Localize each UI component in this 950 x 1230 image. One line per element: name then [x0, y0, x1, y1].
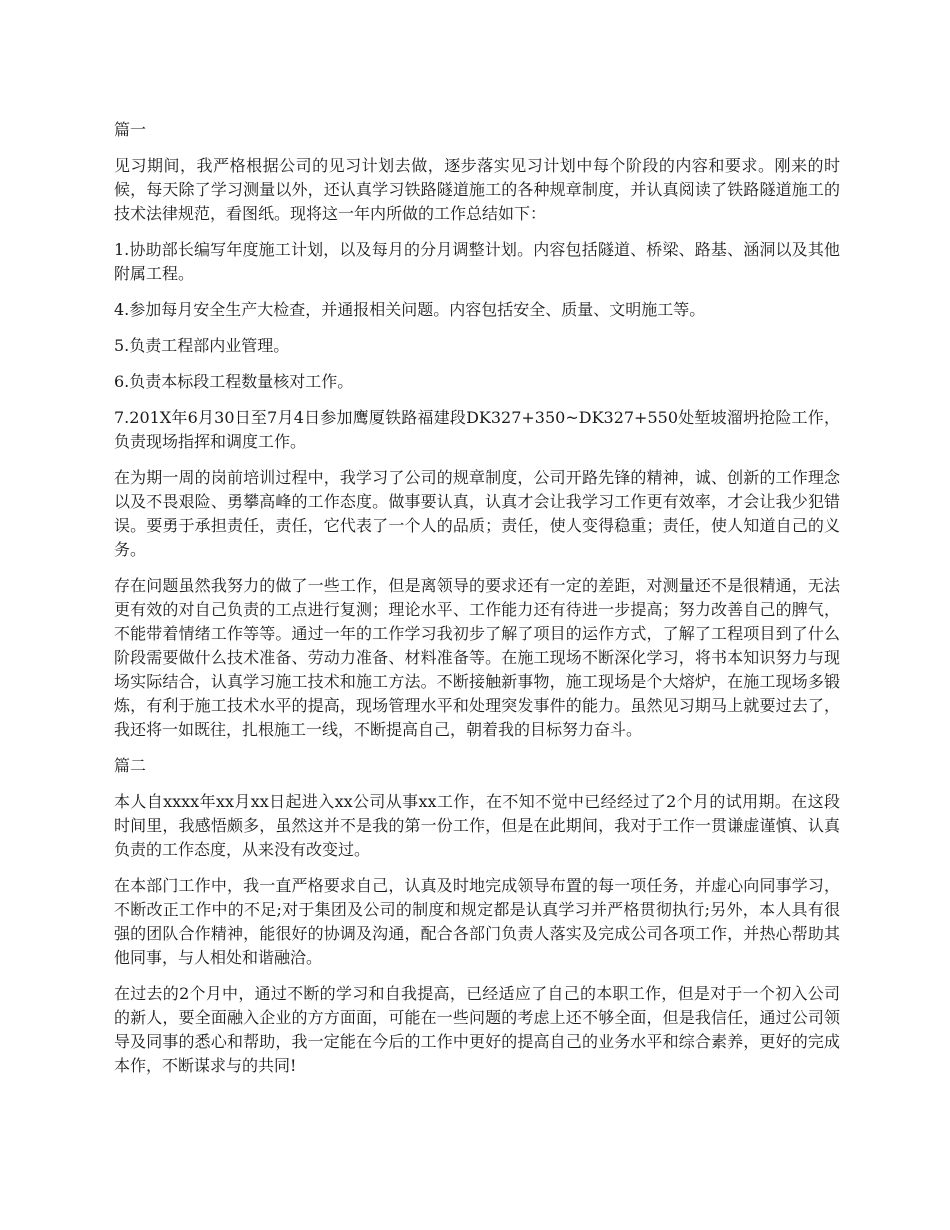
list-item-7: 7.201X年6月30日至7月4日参加鹰厦铁路福建段DK327+350~DK327+550处堑坡溜坍抢险工作，负责现场指挥和调度工作。: [114, 408, 840, 451]
probation-paragraph: 本人自xxxx年xx月xx日起进入xx公司从事xx工作，在不知不觉中已经经过了2个月的试用期。在这段时间里，我感悟颇多，虽然这并不是我的第一份工作，但是在此期间，我对于工作一贯谦虚谨慎、认真负责的工作态度，从来没有改变过。: [114, 792, 840, 859]
intro-paragraph: 见习期间，我严格根据公司的见习计划去做，逐步落实见习计划中每个阶段的内容和要求。刚来的时候，每天除了学习测量以外，还认真学习铁路隧道施工的各种规章制度，并认真阅读了铁路隧道施工的技术法律规范，看图纸。现将这一年内所做的工作总结如下：: [114, 156, 840, 223]
department-paragraph: 在本部门工作中，我一直严格要求自己，认真及时地完成领导布置的每一项任务，并虚心向同事学习，不断改正工作中的不足;对于集团及公司的制度和规定都是认真学习并严格贯彻执行;另外，本人具有很强的团队合作精神，能很好的协调及沟通，配合各部门负责人落实及完成公司各项工作，并热心帮助其他同事，与人相处和谐融洽。: [114, 876, 840, 967]
conclusion-paragraph: 在过去的2个月中，通过不断的学习和自我提高，已经适应了自己的本职工作，但是对于一个初入公司的新人，要全面融入企业的方方面面，可能在一些问题的考虑上还不够全面，但是我信任，通过公司领导及同事的悉心和帮助，我一定能在今后的工作中更好的提高自己的业务水平和综合素养，更好的完成本作，不断谋求与的共同!: [114, 984, 840, 1075]
section-heading-2: 篇二: [114, 756, 147, 775]
issues-paragraph: 存在问题虽然我努力的做了一些工作，但是离领导的要求还有一定的差距，对测量还不是很精通，无法更有效的对自己负责的工点进行复测；理论水平、工作能力还有待进一步提高；努力改善自己的脾气，不能带着情绪工作等等。通过一年的工作学习我初步了解了项目的运作方式，了解了工程项目到了什么阶段需要做什么技术准备、劳动力准备、材料准备等。在施工现场不断深化学习，将书本知识努力与现场实际结合，认真学习施工技术和施工方法。不断接触新事物，施工现场是个大熔炉，在施工现场多锻炼，有利于施工技术水平的提高，现场管理水平和处理突发事件的能力。虽然见习期马上就要过去了，我还将一如既往，扎根施工一线，不断提高自己，朝着我的目标努力奋斗。: [114, 576, 840, 739]
list-item-1: 1.协助部长编写年度施工计划，以及每月的分月调整计划。内容包括隧道、桥梁、路基、涵洞以及其他附属工程。: [114, 240, 840, 283]
section-heading-1: 篇一: [114, 120, 147, 139]
document-page: [114, 118, 840, 1090]
list-item-4: 4.参加每月安全生产大检查，并通报相关问题。内容包括安全、质量、文明施工等。: [114, 300, 706, 319]
training-paragraph: 在为期一周的岗前培训过程中，我学习了公司的规章制度，公司开路先锋的精神，诚、创新的工作理念以及不畏艰险、勇攀高峰的工作态度。做事要认真，认真才会让我学习工作更有效率，才会让我少犯错误。要勇于承担责任，责任，它代表了一个人的品质；责任，使人变得稳重；责任，使人知道自己的义务。: [114, 468, 840, 559]
list-item-6: 6.负责本标段工程数量核对工作。: [114, 372, 354, 391]
list-item-5: 5.负责工程部内业管理。: [114, 336, 290, 355]
